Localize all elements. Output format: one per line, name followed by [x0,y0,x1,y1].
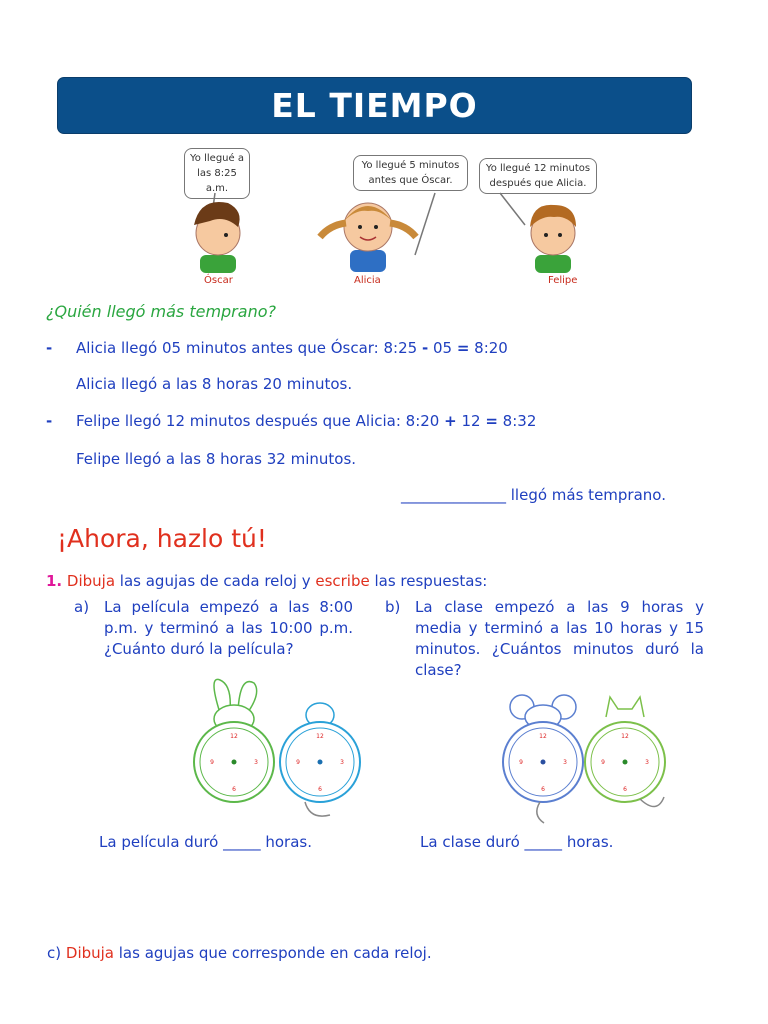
line-1-mid: 05 [428,339,457,357]
felipe-figure [530,205,576,273]
item-a-text: La película empezó a las 8:00 p.m. y terminó a las 10:00 p.m. ¿Cuánto duró la película? [104,598,353,658]
svg-text:6: 6 [541,786,545,793]
task-text: las agujas de cada reloj y [115,572,316,590]
plus-sign: + [444,412,457,430]
svg-text:9: 9 [296,759,300,766]
bubble-text: Yo llegué 12 minutos después que Alicia. [485,163,591,189]
title-banner [57,77,692,134]
task-c [47,944,432,962]
bubble-text: Yo llegué a las 8:25 a.m. [190,153,244,194]
item-c-label: c) [47,944,62,962]
svg-text:12: 12 [316,733,324,740]
name-oscar: Óscar [204,275,233,286]
task-verb-dibuja: Dibuja [65,944,114,962]
mouse-clock[interactable] [503,695,583,823]
svg-text:9: 9 [519,759,523,766]
svg-text:3: 3 [645,759,649,766]
svg-text:9: 9 [601,759,605,766]
line-1-text: Alicia llegó 05 minutos antes que Óscar: 8:25 [76,339,422,357]
bullet-1: - [46,339,53,357]
svg-text:3: 3 [563,759,567,766]
bubble-tail [415,193,435,255]
item-b-text: La clase empezó a las 9 horas y media y terminó a las 10 horas y 15 minutos. ¿Cuántos minutos duró la clase? [415,598,704,679]
svg-text:3: 3 [254,759,258,766]
svg-text:12: 12 [230,733,238,740]
task-verb-dibuja: Dibuja [66,572,116,590]
line-3 [76,412,536,430]
bubble-tail [500,193,525,225]
svg-text:12: 12 [539,733,547,740]
answer-a: La película duró _____ horas. [99,833,312,851]
minus-sign: - [421,339,429,357]
bubble-text: Yo llegué 5 minutos antes que Óscar. [361,160,460,186]
bullet-2: - [46,412,53,430]
line-3-result: 8:32 [497,412,537,430]
clocks-pair-a [180,675,370,825]
item-b-label: b) [385,598,401,616]
svg-text:9: 9 [210,759,214,766]
task-number: 1. [46,572,63,590]
page-title: EL TIEMPO [271,86,478,125]
children-illustration [170,185,610,275]
clocks-pair-b [492,675,682,825]
line-2: Alicia llegó a las 8 horas 20 minutos. [76,375,353,393]
line-3-text: Felipe llegó 12 minutos después que Alicia: 8:20 [76,412,445,430]
svg-text:6: 6 [318,786,322,793]
svg-text:6: 6 [232,786,236,793]
svg-text:6: 6 [623,786,627,793]
line-1 [76,339,508,357]
section-heading: ¡Ahora, hazlo tú! [57,524,267,553]
svg-text:12: 12 [621,733,629,740]
answer-blank[interactable]: ______________ [401,486,506,504]
dog-clock[interactable] [280,703,360,816]
task-verb-escribe: escribe [315,572,370,590]
answer-line [401,486,666,504]
equals-sign: = [485,412,498,430]
name-alicia: Alicia [354,275,381,286]
line-3-mid: 12 [456,412,486,430]
answer-text: llegó más temprano. [506,486,666,504]
oscar-figure [194,202,240,273]
answer-b: La clase duró _____ horas. [420,833,614,851]
line-4: Felipe llegó a las 8 horas 32 minutos. [76,450,357,468]
task-text: las respuestas: [369,572,488,590]
task-1 [46,572,487,590]
item-a-label: a) [74,598,90,616]
bunny-clock[interactable] [194,679,274,802]
name-felipe: Felipe [548,275,578,286]
task-c-text: las agujas que corresponde en cada reloj. [114,944,432,962]
line-1-result: 8:20 [469,339,508,357]
alicia-figure [320,203,416,272]
equals-sign: = [456,339,470,357]
svg-text:3: 3 [340,759,344,766]
question: ¿Quién llegó más temprano? [46,302,276,321]
